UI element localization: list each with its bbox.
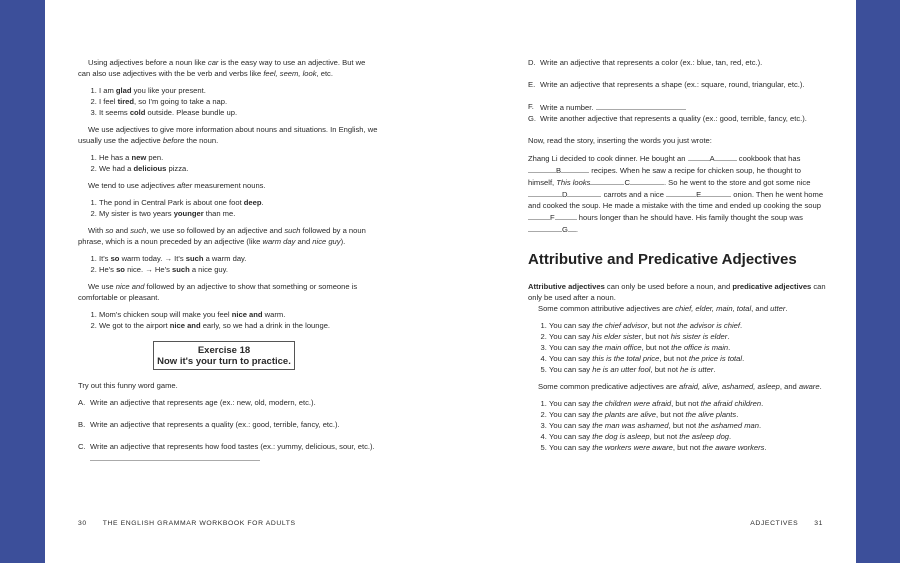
text: this is the total price <box>592 354 660 363</box>
blank-label-g: G <box>562 225 568 234</box>
text: E. <box>528 80 536 89</box>
list-item <box>99 163 378 174</box>
text: C. <box>78 442 86 451</box>
list-item <box>549 342 828 353</box>
text: . <box>727 332 730 341</box>
text: nice and <box>115 282 145 291</box>
text: his elder sister <box>592 332 642 341</box>
text: the man was ashamed <box>592 421 669 430</box>
text: We use adjectives to give more information about nouns and situations. In English, we usually use the adjective <box>78 125 378 145</box>
text: , but not <box>641 332 671 341</box>
text: F. <box>528 102 534 111</box>
example-list-nice-and <box>78 309 378 331</box>
list-item <box>549 331 828 342</box>
text: Write a number. <box>540 103 594 112</box>
text: , but not <box>649 432 680 441</box>
text: the workers were aware <box>592 443 673 452</box>
text: , so I'm going to take a nap. <box>134 97 228 106</box>
blank-label-a: A <box>709 154 715 163</box>
text: Write an adjective that represents how food tastes (ex.: yummy, delicious, sour, etc.). <box>90 442 375 451</box>
text: so <box>110 254 120 263</box>
exercise-box <box>153 341 295 370</box>
text: Write an adjective that represents a color (ex.: blue, tan, red, etc.). <box>540 58 763 67</box>
list-item <box>549 398 828 409</box>
answer-blank[interactable] <box>555 211 577 220</box>
right-body <box>528 57 828 459</box>
list-item <box>549 420 828 431</box>
answer-blank[interactable] <box>528 164 556 173</box>
text: I feel <box>99 97 118 106</box>
text: You can say <box>549 410 593 419</box>
left-page <box>45 0 450 563</box>
exercise-title: Exercise 18 <box>197 345 251 356</box>
text: the asleep dog <box>679 432 730 441</box>
answer-blank[interactable] <box>596 101 686 110</box>
text: delicious <box>133 164 167 173</box>
text: the price is total <box>688 354 743 363</box>
text: warm today. → It's <box>119 254 186 263</box>
list-item <box>549 320 828 331</box>
text: hours longer than he should have. His family thought the soup was <box>576 213 803 222</box>
text: the office is main <box>671 343 729 352</box>
answer-blank[interactable] <box>590 176 624 185</box>
answer-blank[interactable] <box>568 223 579 234</box>
list-item <box>99 96 378 107</box>
story-intro: Now, read the story, inserting the words you just wrote: <box>528 136 712 145</box>
blank-label-d: D <box>562 190 568 199</box>
text: cold <box>129 108 146 117</box>
text: Write an adjective that represents a shape (ex.: square, round, triangular, etc.). <box>540 80 805 89</box>
text: It seems <box>99 108 130 117</box>
text: the dog is asleep <box>592 432 650 441</box>
text: You can say <box>549 332 593 341</box>
text: B. <box>78 420 86 429</box>
list-item <box>99 309 378 320</box>
example-list-measurement <box>78 197 378 219</box>
right-footer <box>750 520 823 527</box>
text: . <box>758 421 762 430</box>
text: a warm day. <box>203 254 247 263</box>
page-number: 31 <box>814 520 823 527</box>
text: We got to the airport <box>99 321 170 330</box>
blank-label-e: E <box>696 190 702 199</box>
text: A. <box>78 398 86 407</box>
text: Some common attributive adjectives are <box>538 304 676 313</box>
text: is the easy way to use an adjective. But we can also use adjectives with the be verb and verbs like <box>78 58 366 78</box>
text: before <box>162 136 185 145</box>
intro-paragraph <box>78 57 378 79</box>
text: I am <box>99 86 116 95</box>
attributive-intro <box>528 303 828 314</box>
list-item <box>99 264 378 275</box>
text: carrots and a nice <box>601 190 667 199</box>
text: he is an utter fool <box>592 365 651 374</box>
blank-label-b: B <box>556 166 562 175</box>
task-item <box>528 57 828 68</box>
list-item <box>549 364 828 375</box>
text: warm day <box>262 237 296 246</box>
text: the afraid children <box>700 399 762 408</box>
word-game-tasks-right <box>528 57 828 124</box>
text: , but not <box>672 443 703 452</box>
predicative-examples <box>528 398 828 453</box>
text: . <box>728 343 731 352</box>
task-item <box>528 113 828 124</box>
text: can only be used before a noun, and <box>604 282 733 291</box>
definition-paragraph <box>528 281 828 303</box>
text: , and <box>779 382 799 391</box>
answer-blank[interactable] <box>528 223 562 232</box>
text: predicative adjectives <box>732 282 812 291</box>
text: new <box>131 153 147 162</box>
right-page <box>450 0 856 563</box>
list-item <box>99 107 378 118</box>
text: . <box>785 304 788 313</box>
task-item <box>78 441 378 464</box>
text: the advisor is chief <box>677 321 740 330</box>
text: after <box>176 181 193 190</box>
text: chief, elder, main, total <box>675 304 752 313</box>
text: . <box>575 225 579 234</box>
text: nice and <box>169 321 201 330</box>
text: . <box>819 382 822 391</box>
text: the main office <box>592 343 642 352</box>
paragraph-before-noun <box>78 124 378 146</box>
text: This looks <box>556 178 591 187</box>
answer-blank[interactable] <box>567 188 601 197</box>
list-item <box>99 152 378 163</box>
attributive-examples <box>528 320 828 375</box>
text: Write another adjective that represents a quality (ex.: good, terrible, fancy, etc.). <box>540 114 807 123</box>
text: nice and <box>231 310 263 319</box>
section-heading: Attributive and Predicative Adjectives <box>528 251 797 268</box>
text: the chief advisor <box>592 321 648 330</box>
text: . <box>764 443 767 452</box>
task-item <box>528 79 828 90</box>
text: The pond in Central Park is about one foot <box>99 198 244 207</box>
text: he is utter <box>680 365 714 374</box>
text: glad <box>115 86 132 95</box>
text: aware <box>798 382 820 391</box>
text: My sister is two years <box>99 209 174 218</box>
paragraph-nice-and <box>78 281 378 303</box>
text: utter <box>770 304 786 313</box>
text: . <box>739 321 743 330</box>
text: and <box>295 237 313 246</box>
text: you like your present. <box>131 86 206 95</box>
text: . <box>736 410 739 419</box>
text: the children were afraid <box>592 399 672 408</box>
text: You can say <box>549 421 593 430</box>
task-item <box>528 101 828 113</box>
text: younger <box>173 209 204 218</box>
text: ). <box>340 237 346 246</box>
text: . <box>742 354 745 363</box>
running-head: ADJECTIVES <box>750 520 799 527</box>
text: We had a <box>99 164 134 173</box>
left-body <box>78 57 378 475</box>
text: You can say <box>549 432 593 441</box>
text: a nice guy. <box>189 265 228 274</box>
text: such <box>171 265 190 274</box>
answer-blank[interactable] <box>528 211 550 220</box>
answer-blank[interactable] <box>666 188 696 197</box>
text: afraid, alive, ashamed, asleep <box>678 382 780 391</box>
text: You can say <box>549 365 593 374</box>
task-item <box>78 397 378 408</box>
list-item <box>99 208 378 219</box>
example-list-before-noun <box>78 152 378 174</box>
list-item <box>99 85 378 96</box>
example-list-be-verbs <box>78 85 378 118</box>
text: feel, seem, look <box>263 69 317 78</box>
text: It's <box>99 254 111 263</box>
text: You can say <box>549 354 593 363</box>
text: the alive plants <box>685 410 737 419</box>
text: . <box>713 365 716 374</box>
text: outside. Please bundle up. <box>145 108 238 117</box>
text: We use <box>88 282 116 291</box>
text: . <box>761 399 764 408</box>
list-item <box>99 253 378 264</box>
text: , but not <box>647 321 678 330</box>
text: , but not <box>659 354 689 363</box>
text: than me. <box>203 209 236 218</box>
text: early, so we had a drink in the lounge. <box>200 321 331 330</box>
text: He has a <box>99 153 132 162</box>
text: D. <box>528 58 536 67</box>
list-item <box>549 353 828 364</box>
text: , etc. <box>316 69 333 78</box>
word-game-tasks-left <box>78 397 378 464</box>
text: . <box>729 432 732 441</box>
text: . <box>261 198 264 207</box>
text: recipes. When he saw a recipe for chicken soup, he thought to himself, <box>528 166 801 187</box>
text: , but not <box>655 410 686 419</box>
text: and <box>113 226 131 235</box>
text: measurement nouns. <box>192 181 266 190</box>
page-number: 30 <box>78 520 87 527</box>
left-footer <box>78 520 296 527</box>
paragraph-measurement <box>78 180 378 191</box>
blank-label-f: F <box>550 213 555 222</box>
text: the ashamed man <box>698 421 759 430</box>
blank-label-c: C <box>624 178 630 187</box>
text: Some common predicative adjectives are <box>538 382 679 391</box>
running-head: THE ENGLISH GRAMMAR WORKBOOK FOR ADULTS <box>102 520 296 527</box>
text: followed by a noun phrase, which is a noun preceded by an adjective (like <box>78 226 366 246</box>
story-paragraph <box>528 152 828 235</box>
text: Write an adjective that represents a quality (ex.: good, terrible, fancy, etc.). <box>90 420 340 429</box>
text: You can say <box>549 443 593 452</box>
text: nice. → He's <box>124 265 172 274</box>
text: onion. Then he went home and cooked the soup. He made a mistake with the time and ended up cooking the soup <box>528 190 824 210</box>
text: He's <box>99 265 117 274</box>
text: such <box>185 254 204 263</box>
text: can only be used after a noun. <box>528 282 826 302</box>
text: followed by an adjective to show that something or someone is comfortable or pleasant. <box>78 282 358 302</box>
text: the aware workers <box>702 443 765 452</box>
paragraph-so-such <box>78 225 378 247</box>
answer-blank[interactable] <box>701 188 731 197</box>
text: deep <box>243 198 262 207</box>
text: warm. <box>262 310 286 319</box>
text: pen. <box>146 153 164 162</box>
text: , but not <box>641 343 672 352</box>
exercise-instructions: Try out this funny word game. <box>78 381 178 390</box>
list-item <box>549 431 828 442</box>
list-item <box>549 409 828 420</box>
text: G. <box>528 114 537 123</box>
text: Using adjectives before a noun like <box>88 58 208 67</box>
task-item <box>78 419 378 430</box>
text: , but not <box>671 399 701 408</box>
text: so <box>105 226 114 235</box>
answer-blank[interactable] <box>90 452 260 461</box>
list-item <box>549 442 828 453</box>
list-item <box>99 320 378 331</box>
text: With <box>88 226 106 235</box>
text: such <box>284 226 301 235</box>
text: Write an adjective that represents age (ex.: new, old, modern, etc.). <box>90 398 316 407</box>
text: car <box>207 58 219 67</box>
list-item <box>99 197 378 208</box>
text: so <box>116 265 125 274</box>
text: Zhang Li decided to cook dinner. He bought an <box>528 154 688 163</box>
text: , and <box>751 304 771 313</box>
predicative-intro <box>528 381 828 392</box>
text: You can say <box>549 321 593 330</box>
text: the noun. <box>184 136 219 145</box>
text: You can say <box>549 399 593 408</box>
answer-blank[interactable] <box>630 176 664 185</box>
text: . So he went to the store and got some nice <box>663 178 811 187</box>
text: Mom's chicken soup will make you feel <box>99 310 232 319</box>
example-list-so-such <box>78 253 378 275</box>
text: Attributive adjectives <box>528 282 605 291</box>
answer-blank[interactable] <box>688 152 710 161</box>
text: the plants are alive <box>592 410 656 419</box>
answer-blank[interactable] <box>561 164 589 173</box>
answer-blank[interactable] <box>715 152 737 161</box>
text: We tend to use adjectives <box>88 181 177 190</box>
answer-blank[interactable] <box>528 188 562 197</box>
text: You can say <box>549 343 593 352</box>
text: such <box>130 226 147 235</box>
text: cookbook that has <box>736 154 801 163</box>
text: , we use so followed by an adjective and <box>146 226 285 235</box>
text: , but not <box>650 365 681 374</box>
text: tired <box>117 97 135 106</box>
text: pizza. <box>166 164 189 173</box>
text: nice guy <box>312 237 341 246</box>
text: , but not <box>668 421 699 430</box>
text: his sister is elder <box>670 332 728 341</box>
exercise-subtitle: Now it's your turn to practice. <box>157 356 291 367</box>
